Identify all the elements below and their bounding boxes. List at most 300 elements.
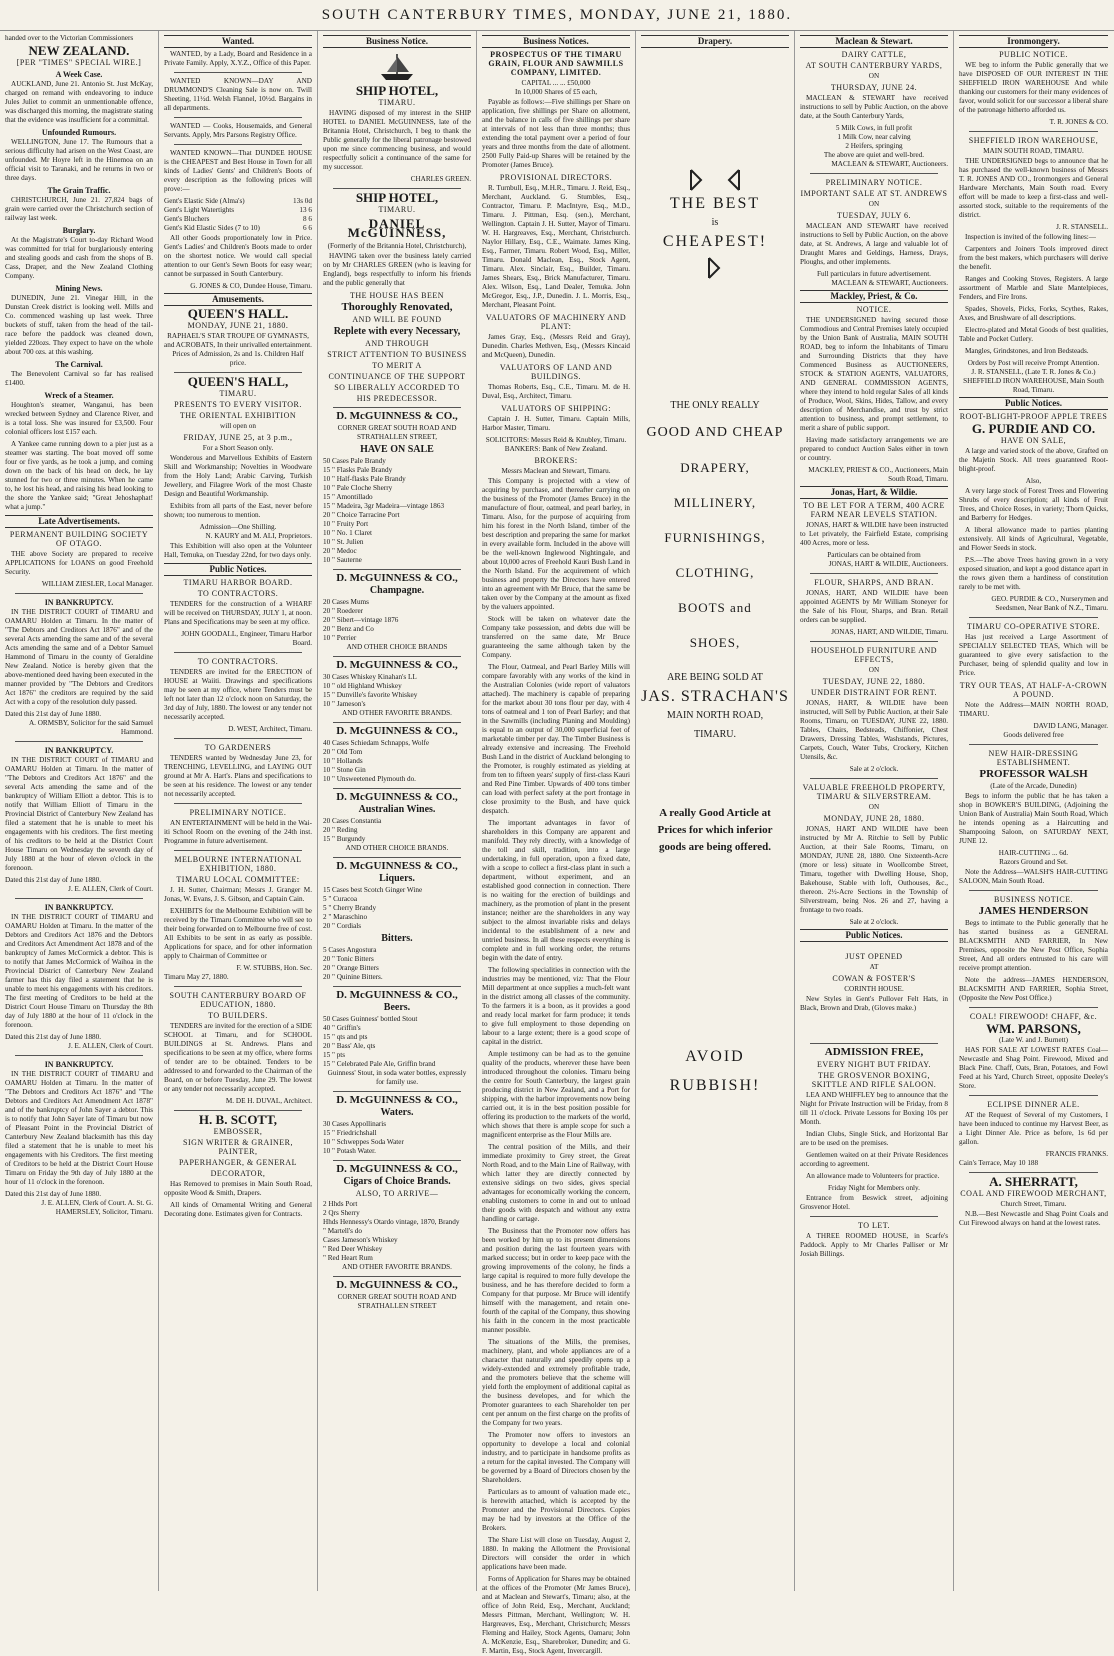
ad-title: QUEEN'S HALL, (187, 374, 289, 389)
ship-icon (377, 52, 417, 82)
ad-text: Sale at 2 o'clock. (849, 765, 899, 773)
ad-title: PERMANENT BUILDING SOCIETY OF OTAGO. (9, 530, 149, 548)
stock-list (323, 946, 471, 982)
divider (333, 188, 461, 189)
divider (174, 986, 302, 987)
divider (969, 1007, 1098, 1008)
stock-item: 15 " Madeira, 3gr Madeira—vintage 1863 (323, 502, 445, 510)
stock-item: 2 Qrs Sherry (323, 1209, 360, 1217)
ad-text: HAVING taken over the business lately carried on by Mr CHARLES GREEN (who is leaving for England), begs respectfully to inform his friends and the public generally that (323, 252, 471, 287)
ad-title: FLOUR, SHARPS, AND BRAN. (814, 578, 934, 587)
ad-list-item: Electro-plated and Metal Goods of best qualities, Table and Pocket Cutlery. (959, 326, 1108, 343)
divider (810, 641, 938, 642)
news-text: A Yankee came running down to a pier just as a steamer was starting. The boat moved off some four or five yards, as he took a jump, and coming down on the back of his head on deck, he lay stunned for two or three minutes. When he came to, he lost his head, and raising his head looking to the shore the Yankee said; "Great Jehoshaphat! what a jump." (5, 440, 153, 511)
ad-text: AN ENTERTAINMENT will be held in the Wai-iti School Room on the evening of the 24th inst. Programme in future advertisement. (164, 819, 312, 845)
price-value: 6 6 (303, 224, 312, 232)
stock-item: 10 " Stone Gin (323, 766, 366, 774)
stock-tail: AND OTHER CHOICE BRANDS (346, 643, 448, 651)
ad-date: MONDAY, JUNE 28, 1880. (823, 814, 925, 823)
stock-item: 15 " Flasks Pale Brandy (323, 466, 393, 474)
ad-subtitle: UNDER DISTRAINT FOR RENT. (811, 688, 937, 697)
ad-signature: MACLEAN & STEWART, Auctioneers. (831, 279, 948, 287)
stock-title: Cigars of Choice Brands. (343, 1176, 451, 1187)
stock-tail: AND OTHER FAVORITE BRANDS. (342, 1263, 452, 1271)
divider (174, 372, 302, 373)
ad-title: NOTICE. (856, 305, 892, 314)
ad-text: JONAS, HART, AND WILDIE have been appointed AGENTS by Mr William Stoneyer for the Sale of his Flour, Sharps, and Bran. Retail orders can be supplied. (800, 589, 948, 624)
ad-text: All kinds of Ornamental Writing and General Decorating done. Estimates given for Contracts. (164, 1201, 312, 1218)
ad-place: TIMARU. (378, 98, 416, 107)
ad-text: TENDERS are invited for the ERECTION of HOUSE at Waiiti. Drawings and specifications may be seen at my office, where Tenders must be left not later than 12 o'clock noon on Saturday, the 3rd day of July, 1880. The lowest or any tender not necessarily accepted. (164, 668, 312, 721)
ad-text: JONAS, HART AND WILDIE have been instructed by Mr A. Ritchie to Sell by Public Auction, at their Sale Rooms, Timaru, on MONDAY, JUNE 28, 1880. One Sixteenth-Acre (more or less) situate in Woollcombe Street, Timaru, together with Dwelling House, Shop, Bakehouse, Stable with loft, Outhouses, &c., thereon. 2½-Acre Sections in the Township of Silverstream, being Nos. 26 and 27, having a frontage to two roads. (800, 825, 948, 914)
stock-item: 15 " qts and pts (323, 1033, 368, 1041)
drapery-text: is (711, 217, 719, 228)
ad-title: H. B. SCOTT, (198, 1112, 278, 1127)
ad-title: TIMARU CO-OPERATIVE STORE. (966, 622, 1101, 631)
ad-date: Dated this 21st day of June 1880. (5, 876, 102, 884)
stock-item: 40 Cases Schiedam Schnapps, Wolfe (323, 739, 430, 747)
ad-text: New Styles in Gent's Pullover Felt Hats, in Black, Brown and Drab, (Gloves make.) (800, 995, 948, 1012)
stock-item: 5 Cases Angostura (323, 946, 377, 954)
ad-text: AND WILL BE FOUND (352, 315, 442, 324)
section-header: Business Notice. (323, 35, 471, 48)
drapery-line: MILLINERY, (673, 495, 757, 510)
column-business-notice (318, 31, 477, 1591)
ad-text: HAS FOR SALE AT LOWEST RATES Coal—Newcastle and Shag Point. Firewood, Mixed and Black Pine. Chaff, Oats, Bran, Potatoes, and Fowl Feed at his Yard, Church Street, opposite Deeley's Store. (959, 1046, 1108, 1090)
stock-title: HAVE ON SALE (360, 444, 434, 455)
stock-item: 10 " No. 1 Claret (323, 529, 373, 537)
stock-title: Waters. (380, 1107, 414, 1118)
prospectus-text: Thomas Roberts, Esq., C.E., Timaru. M. de H. Duval, Esq., Architect, Timaru. (482, 383, 630, 400)
column-auctioneers (795, 31, 954, 1591)
ad-title: WM. PARSONS, (986, 1021, 1081, 1036)
ad-text: Full particulars in future advertisement. (817, 270, 931, 278)
news-heading: A Week Case. (55, 70, 103, 79)
ad-subtitle: TRY OUR TEAS, AT HALF-A-CROWN A POUND. (959, 681, 1108, 699)
column-prospectus (477, 31, 636, 1655)
price-value: 13 6 (299, 206, 312, 214)
ad-signature: A. ORMSBY, Solicitor for the said Samuel Hammond. (28, 719, 153, 736)
price-label: Gent's Kid Elastic Sides (7 to 10) (164, 224, 260, 232)
news-text: At the Magistrate's Court to-day Richard Wood was committed for trial for burglariously entering and stealing goods and cash from the shops of B. Cass, Draper, and the New Zealand Clothing Company. (5, 236, 153, 280)
stock-item: 10 " Unsweetened Plymouth do. (323, 775, 416, 783)
stock-item: " Red Deer Whiskey (323, 1245, 383, 1253)
ad-signature: G. JONES & CO, Dundee House, Timaru. (190, 282, 312, 290)
drapery-text: Prices for which inferior (657, 824, 773, 836)
divider (969, 1095, 1098, 1096)
divider (174, 1110, 302, 1111)
ornament-icon (641, 256, 789, 281)
ad-subtitle: IMPORTANT SALE AT ST. ANDREWS (800, 189, 948, 198)
ad-text: Gentlemen waited on at their Private Residences according to agreement. (800, 1151, 948, 1168)
ad-title: IN BANKRUPTCY. (44, 746, 114, 755)
ad-title: TO LET. (857, 1221, 891, 1230)
ad-date: THURSDAY, JUNE 24. (830, 83, 918, 92)
price-value: 13s 0d (293, 197, 312, 205)
ad-text: Entrance from Beswick street, adjoining Grosvenor Hotel. (800, 1194, 948, 1211)
ad-list-item: 2 Heifers, springing (845, 142, 903, 150)
drapery-text: goods are being offered. (658, 841, 772, 853)
ad-place: TIMARU. (219, 389, 257, 398)
ad-date: Timaru May 27, 1880. (164, 973, 229, 981)
drapery-store-name: JAS. STRACHAN'S (641, 688, 789, 705)
ornament-icon (641, 168, 789, 193)
ad-title: PROFESSOR WALSH (979, 768, 1088, 780)
stock-item: 20 " Reding (323, 826, 358, 834)
stock-item: 20 " Choice Tarracine Port (323, 511, 400, 519)
stock-item: 10 " St. Julien (323, 538, 364, 546)
ad-subtitle: TO BUILDERS. (208, 1011, 268, 1020)
ad-text: TENDERS are invited for the erection of a SIDE SCHOOL at Timaru, and for SCHOOL BUILDINGS at St. Andrews. Plans and specifications to be seen at my office, where forms of tender are to be obtained. Tenders to be addressed to and forwarded to the Chairman of the Board, on or before Tuesday, June 29. The lowest or any tender not necessarily accepted. (164, 1022, 312, 1093)
ad-signature: GEO. PURDIE & CO., Nurserymen and Seedsmen, Near Bank of N.Z., Timaru. (991, 595, 1108, 612)
news-heading: The Carnival. (55, 360, 103, 369)
stock-item: 15 " Friedrichshall (323, 1129, 377, 1137)
lead-text: handed over to the Victorian Commissioners (5, 34, 134, 42)
prospectus-text: The important advantages in favor of shareholders in this Company are apparent and manifold. They rely directly, with a knowledge of the toll and skill, tradition, into a large undertaking, in full operation, upon a fixed date, with a scope to collect a first-class plant in such a department, without experiment, and an established good connection in connection. There is no waiting for the erection of buildings and machinery, as the promotion of plant in the present instance; neither are the shareholders in any way subject to the almost invariable risks and delays incidental to the establishment of a new and untried business. In all these respects everything is complete and in full working order, the returns begin with the date of entry. (482, 819, 630, 962)
ad-text: IN THE DISTRICT COURT of TIMARU and OAMARU Holden at Timaru. In the matter of the Debtors and Creditors Act 1876 and the Debtors and Creditors Act Amendment Act 1878 and of the bankruptcy of James McCormick a debtor. This is to notify that James McCormick of Waihoa in the Provincial District of Canterbury New Zealand farmer has this day filed a statement that he is unable to meet his engagements with his creditors. The first meeting of Creditors to be held at the District Court House Timaru on Thursday the 8th day of July 1880 at the hour of 11 o'clock in the forenoon. (5, 913, 153, 1029)
stock-item: Cases Jameson's Whiskey (323, 1236, 398, 1244)
stock-item: 20 Cases Mums (323, 598, 369, 606)
section-header: Mackley, Priest, & Co. (800, 290, 948, 303)
stock-list (323, 886, 471, 931)
ad-subtitle: (Late of the Arcade, Dunedin) (990, 782, 1077, 790)
prospectus-heading: PROVISIONAL DIRECTORS. (499, 173, 613, 182)
ad-title: TIMARU HARBOR BOARD. (183, 578, 293, 587)
ad-signature: M. DE H. DUVAL, Architect. (225, 1097, 312, 1105)
ad-text: will open on (220, 422, 256, 430)
ad-text: TENDERS wanted by Wednesday June 23, for TRENCHING, LEVELLING, and LAYING OUT ground at Mr A. Hart's. Plans and specifications to be seen at his residence. The lowest or any tender not necessarily accepted. (164, 754, 312, 798)
ad-text: Inspection is invited of the following lines:— (965, 233, 1096, 241)
ad-text: Note the address—JAMES HENDERSON, BLACKSMITH AND FARRIER, Sophia Street, (Opposite the New Post Office.) (959, 976, 1108, 1002)
ad-date: FRIDAY, JUNE 25, at 3 p.m., (183, 433, 293, 442)
drapery-text: THE ONLY REALLY (670, 400, 760, 411)
ad-text: IN THE DISTRICT COURT of TIMARU and OAMARU Holden at Timaru. In the matter of "The Debtors and Creditors Act 1876" and of the several Acts amending the same and of the several Acts amending the same and of a Debtor Samuel Hammond of Timaru in the county of Geraldine New Zealand. Notice is hereby given that the above-mentioned deed having been executed in the manner provided by "The Debtors and Creditors Act 1876" the creditors are required by the said Act with a copy of the resolution duly passed. (5, 608, 153, 706)
stock-item: " Red Heart Rum (323, 1254, 373, 1262)
stock-list (323, 739, 471, 784)
ad-text: JONAS, HART & WILDIE have been instructed to Let privately, the Fairfield Estate, comprising 400 Acres, more or less. (800, 521, 948, 547)
ad-title: A. SHERRATT, (989, 1174, 1078, 1189)
ad-title: NEW HAIR-DRESSING ESTABLISHMENT. (988, 749, 1079, 767)
ad-text: CONTINUANCE OF THE SUPPORT (328, 372, 466, 381)
divider (810, 1043, 938, 1044)
prospectus-heading: BROKERS: (534, 456, 578, 465)
divider (15, 898, 143, 899)
news-text: The Benevolent Carnival so far has realised £1400. (5, 370, 153, 387)
prospectus-text: This Company is projected with a view of acquiring by purchase, and thereafter carrying on the business of the Promoter (James Bruce) in the manufacture of flour, oatmeal, and pearl barley, in Timaru. Also, for the purpose of acquiring from him his forest in the North Island, timber of the best description and preparing the same for market in every available form. Included in the above will be the well-known Inglewood Nightingale, and about 10,000 acres of Freehold Kauri Bush Land in the North Island. For the acquirement of which business and property the Directors have entered into an agreement with Mr Bruce, that the same be taken over by the Company at the amount as fixed by the valuers appointed. (482, 477, 630, 611)
ad-date: Cain's Terrace, May 10 188 (959, 1159, 1039, 1167)
ad-text: Church Street, Timaru. (1000, 1200, 1067, 1208)
ad-subtitle: (Formerly of the Britannia Hotel, Christchurch), (327, 242, 467, 250)
ad-title: PUBLIC NOTICE. (999, 50, 1068, 59)
firm-name: D. McGUINNESS & CO., (336, 1279, 458, 1291)
news-text: DUNEDIN, June 21. Vinegar Hill, in the Dunstan Creek district is looking well. Mills and Co. commenced washing up last week. Three buckets of stuff, taken from the head of the tail-race before the paddock was cleaned down, yielded 220ozs. They expect to have on the whole about 700 ozs. at this washing. (5, 294, 153, 356)
ad-title: QUEEN'S HALL. (187, 306, 289, 321)
ad-text: THE HOUSE HAS BEEN (349, 291, 445, 300)
ad-subtitle: TIMARU LOCAL COMMITTEE: (176, 875, 300, 884)
firm-name: D. McGUINNESS & CO., (336, 989, 458, 1001)
masthead: SOUTH CANTERBURY TIMES, MONDAY, JUNE 21, 1880. (0, 0, 1114, 31)
ad-text: The above are quiet and well-bred. (823, 151, 925, 159)
ad-text: Prices of Admission, 2s and 1s. Children Half price. (172, 350, 304, 367)
stock-item: 2 " Maraschino (323, 913, 368, 921)
ad-place: TIMARU. (378, 205, 416, 214)
divider (174, 850, 302, 851)
divider (333, 656, 461, 657)
prospectus-text: R. Turnbull, Esq., M.H.R., Timaru. J. Reid, Esq., Merchant, Auckland. G. Stumbles, Esq., Contractor, Timaru. P. MacIntyre, Esq., M.D., Timaru. J. Pittman, Esq. (sen.), Merchant, Wellington. Captain J. H. Sutter, Mayor of Timaru. W. H. Hargreaves, Esq., Merchant, Christchurch. Naylor Hillary, Esq., C.E., Waimate. James King, Esq., Farmer, Timaru. Robert Wood, Esq., Miller, Timaru. Donald Maclean, Esq., Stock Agent, Timaru. Alex. Sinclair, Esq., Builder, Timaru. James Shears, Esq., Brick Manufacturer, Timaru. Alex. Wilson, Esq., Land Dealer, Temuka. John McGregor, Esq., J.P., Dunedin. J. L. Morris, Esq., Merchant, Pleasant Point. (482, 184, 630, 309)
stock-item: 5 " Curacoa (323, 895, 358, 903)
ad-title: IN BANKRUPTCY. (44, 598, 114, 607)
price-row (164, 197, 312, 206)
prospectus-text: BANKERS: Bank of New Zealand. (504, 445, 608, 453)
section-header: Late Advertisements. (5, 515, 153, 528)
divider (174, 117, 302, 118)
prospectus-text: Stock will be taken on whatever date the Company take possession, and debts due will be transferred on the same date, Mr Bruce guaranteeing the same although taken by the Company. (482, 615, 630, 659)
divider (174, 72, 302, 73)
prospectus-text: Captain J. H. Sutter, Timaru. Captain Mills, Harbor Master, Timaru. (482, 415, 630, 432)
ad-text: DECORATOR, (210, 1169, 266, 1178)
stock-item: 20 " Bass' Ale, qts (323, 1042, 376, 1050)
stock-title: Bitters. (381, 933, 413, 944)
stock-item: 50 Cases Pale Brandy (323, 457, 386, 465)
ad-signature: N. KAURY and M. ALI, Proprietors. (205, 532, 312, 540)
prospectus-text: Forms of Application for Shares may be obtained at the offices of the Promoter (Mr James Bruce), and at Maclean and Stewart's, Timaru; also, at the office of John Reid, Esq., Merchant, Auckland; Messrs Pittman, Merchant, Wellington; W. H. Hargreaves, Esq., Merchant, Christchurch; Messrs Fleming and Hailey, Stock Agents, Oamaru; John A. McKenzie, Esq., Sharebroker, Dunedin; and G. F. Martin, Esq., Stock Agent, Invercargill. (482, 1575, 630, 1655)
news-text: AUCKLAND, June 21. Antonio St. Just McKay, charged on remand with endeavoring to induce Jules Juliet to commit an unmentionable offence, was discharged this morning, the magistrate stating that the evidence was insufficient for a committal. (5, 80, 153, 124)
ad-date: TUESDAY, JULY 6. (836, 211, 912, 220)
ad-list-item: Spades, Shovels, Picks, Forks, Scythes, Rakes, Axes, and Brushware of all descriptions. (959, 305, 1108, 322)
ad-text: Razors Ground and Set. (999, 858, 1068, 866)
ad-signature: J. R. STANSELL. (1056, 223, 1108, 231)
ad-text: Also, (1025, 477, 1042, 485)
divider (333, 1276, 461, 1277)
prospectus-text: Ample testimony can be had as to the genuine quality of the products, wherever these have been introduced throughout the colonies. Timaru being the centre for South Canterbury, the largest grain producing district in New Zealand, and a Port for shipping, with the harbor improvements now being carried out, it is in the best position possible for offering its production to the markets of the world, which shows that there is ample scope for such a magnificent enterprise as the Flour Mills are. (482, 1050, 630, 1139)
divider (174, 803, 302, 804)
drapery-text: ARE BEING SOLD AT (667, 672, 763, 683)
ad-text: Replete with every Necessary, (333, 326, 461, 337)
ad-text: ON (868, 200, 880, 208)
ad-text: Indian Clubs, Single Stick, and Horizontal Bar are to be used on the premises. (800, 1130, 948, 1147)
column-wanted (159, 31, 318, 1591)
drapery-headline: AVOID (685, 1048, 745, 1065)
column-ironmongery (954, 31, 1113, 1591)
prospectus-title: PROSPECTUS OF THE TIMARU GRAIN, FLOUR AND SAWMILLS COMPANY, LIMITED. (488, 50, 624, 77)
price-row (164, 215, 312, 224)
drapery-line: DRAPERY, (680, 460, 750, 475)
stock-item: 40 " Griffin's (323, 1024, 361, 1032)
news-text: Houghton's steamer, Wanganui, has been wrecked between Sydney and Clarence River, and is a total loss. She was insured for £3,500. Four colonial officers lost £157 each. (5, 401, 153, 436)
prospectus-capital: CAPITAL ... ... £50,000 (521, 79, 591, 87)
ad-text: IN THE DISTRICT COURT of TIMARU and OAMARU Holden at Timaru. In the matter of "The Debtors and Creditors Act 1876" and the several Acts amending the same and of the bankruptcy of William Elliott a debtor. This is to notify that William Elliott of Timaru in the Provincial District of Canterbury New Zealand has filed a statement that he is unable to meet his engagements with his creditors. The first meeting of his creditors to be held at the District Court House Timaru on Wednesday the seventh day of July 1880 at the hour of eleven o'clock in the forenoon. (5, 756, 153, 872)
prospectus-text: SOLICITORS: Messrs Reid & Knubley, Timaru. (485, 436, 627, 444)
ad-signature: J. R. STANSELL, (Late T. R. Jones & Co.) SHEFFIELD IRON WAREHOUSE, Main South Road, Timaru. (963, 368, 1104, 394)
stock-item: 20 " Cordials (323, 922, 362, 930)
drapery-headline: RUBBISH! (669, 1077, 761, 1094)
ad-text: An allowance made to Volunteers for practice. (806, 1172, 940, 1180)
ad-title: HOUSEHOLD FURNITURE AND EFFECTS, (810, 646, 938, 664)
ad-title: PRELIMINARY NOTICE. (189, 808, 287, 817)
price-label: Gent's Elastic Side (Alma's) (164, 197, 245, 205)
stock-item: 10 " Perrier (323, 634, 357, 642)
ad-text: A liberal allowance made to parties planting extensively. All kinds of Agricultural, Vegetable, and Flower Seeds in stock. (959, 526, 1108, 552)
ad-title: DANIEL McGUINNESS, (347, 216, 447, 240)
divider (969, 890, 1098, 891)
stock-item: 20 " Quinine Bitters. (323, 973, 383, 981)
divider (810, 573, 938, 574)
divider (333, 986, 461, 987)
ad-text: LEA AND WHIFFLEY beg to announce that the Night for Private Instruction will be Friday, from 8 till 11 o'clock. Private Lessons for Boxing 10s per Month. (800, 1091, 948, 1126)
stock-item: 5 " Cherry Brandy (323, 904, 377, 912)
stock-title: Beers. (383, 1002, 411, 1013)
price-label: Gent's Light Watertights (164, 206, 235, 214)
ad-title: IN BANKRUPTCY. (44, 903, 114, 912)
stock-item: 30 Cases Appollinaris (323, 1120, 387, 1128)
ad-text: WE beg to inform the Public generally that we have DISPOSED OF OUR INTEREST IN THE SHEFFIELD IRON WAREHOUSE And while thanking our customers for their many evidences of favor, would solicit for our successor a liberal share of the patronage hitherto afforded us. (959, 61, 1108, 114)
firm-name: D. McGUINNESS & CO., (336, 572, 458, 584)
price-value: 8 6 (303, 215, 312, 223)
ad-text: ON (868, 803, 880, 811)
divider (333, 857, 461, 858)
ad-subtitle: HAVE ON SALE, (1000, 436, 1067, 445)
stock-item: 20 Cases Constantia (323, 817, 382, 825)
ad-date: TUESDAY, JUNE 22, 1880. (822, 677, 926, 686)
section-header: Business Notices. (482, 35, 630, 48)
ad-text: EXHIBITS for the Melbourne Exhibition will be received by the Timaru Committee who will see to their being forwarded on to Melbourne free of cost. All Exhibits to be sent in as early as possible. Applications for space, and for other information apply to Chairman of Committee or (164, 907, 312, 960)
ad-text: Wonderous and Marvellous Exhibits of Eastern Skill and Workmanship; Novelties in Woodware from the Holy Land; Arabic Carving, Turkish Jewellery, and Filagree Work of the most Chaste Design and Beautiful Workmanship. (164, 454, 312, 498)
ad-subtitle: TO CONTRACTORS. (197, 589, 279, 598)
section-header: Public Notices. (959, 397, 1108, 410)
ad-text: A very large stock of Forest Trees and Flowering Shrubs of every description; all kinds of Fruit Trees, and Choice Roses, in variety; Thorn Quicks, and Barberry for Hedges. (959, 487, 1108, 522)
divider (333, 722, 461, 723)
ad-text: N.B.—Best Newcastle and Shag Point Coals and Cut Firewood always on hand at the lowest rates. (959, 1210, 1108, 1227)
ad-text: Begs to intimate to the Public generally that he has started business as a GENERAL BLACKSMITH AND FARRIER, In New Premises, opposite the New Post Office, Sophia Street, And all orders entrusted to his care will receive prompt attention. (959, 919, 1108, 972)
prospectus-text: The following specialities in connection with the industries may be mentioned, viz: That the Flour Mill department at once supplies a much-felt want in the district among all classes of the community. To the farmers it is a boon, as it provides a good and ready local market for farm produce; it tends to give full employment to those depending on labour to a large extent; there is a good scope of capital in the district. (482, 966, 630, 1046)
ornament-icon (705, 256, 725, 280)
ad-subtitle: AT SOUTH CANTERBURY YARDS, (805, 61, 943, 70)
divider (969, 131, 1098, 132)
ad-text: EMBOSSER, (213, 1127, 263, 1136)
stock-item: 20 " Sibert—vintage 1876 (323, 616, 399, 624)
stock-list (323, 1120, 471, 1156)
ad-subtitle: MAIN SOUTH ROAD, TIMARU. (983, 147, 1084, 155)
stock-tail: AND OTHER CHOICE BRANDS. (345, 844, 449, 852)
drapery-line: BOOTS and (678, 600, 752, 615)
divider (333, 1160, 461, 1161)
ad-title: ROOT-BLIGHT-PROOF APPLE TREES (959, 412, 1108, 421)
ad-text: PRESENTS TO EVERY VISITOR. (174, 400, 302, 409)
ad-title: BUSINESS NOTICE. (993, 895, 1074, 904)
ad-title: VALUABLE FREEHOLD PROPERTY, TIMARU & SILVERSTREAM. (802, 783, 946, 801)
stock-item: 10 " Potash Water. (323, 1147, 376, 1155)
stock-item: 10 " Sauterne (323, 556, 362, 564)
ad-signature: CHARLES GREEN. (410, 175, 471, 183)
ad-subtitle: EVERY NIGHT BUT FRIDAY. (816, 1060, 932, 1069)
ad-list-item: 5 Milk Cows, in full profit (835, 124, 913, 132)
stock-item: 15 " Burgundy (323, 835, 366, 843)
divider (333, 407, 461, 408)
drapery-headline: THE BEST (669, 195, 761, 212)
divider (174, 652, 302, 653)
ad-signature: JONAS, HART & WILDIE, Auctioneers. (828, 560, 948, 568)
ad-title: G. PURDIE AND CO. (971, 421, 1096, 436)
ad-text: Exhibits from all parts of the East, never before shown; too numerous to mention. (164, 502, 312, 519)
stock-item: 20 " Orange Bitters (323, 964, 379, 972)
ad-text: MACLEAN AND STEWART have received instructions to Sell by Public Auction, on the above date, at St. Andrews, A large and valuable lot of Draught Mares and Geldings, Harness, Drays, Ploughs, and other implements. (800, 222, 948, 266)
ad-text: Admission—One Shilling. (199, 523, 277, 531)
divider (333, 788, 461, 789)
divider (969, 1172, 1098, 1173)
ad-title: JAMES HENDERSON (978, 905, 1089, 917)
section-header: Public Notices. (164, 563, 312, 576)
firm-name: D. McGUINNESS & CO., (336, 725, 458, 737)
drapery-line: FURNISHINGS, (664, 530, 766, 545)
prospectus-text: The Business that the Promoter now offers has been worked by him up to its present dimensions and position during the last fourteen years with marked success; but in order to keep pace with the growing improvements of the colony, he finds a large capital is required to more fully develope the business, and he has therefore decided to form a Company for that purpose. Mr Bruce will identify himself with the management, and retain one-fourth of the capital of the Company, thus showing his faith in the concern in the most practicable manner possible. (482, 1227, 630, 1334)
ad-text: A THREE ROOMED HOUSE, in Scarfe's Paddock. Apply to Mr Charles Palliser or Mr Josiah Billings. (800, 1232, 948, 1258)
stock-title: Australian Wines. (358, 804, 436, 815)
ad-title: IN BANKRUPTCY. (44, 1060, 114, 1069)
ad-title: JUST OPENED (845, 952, 903, 961)
column-drapery (636, 31, 795, 1591)
ad-list-item: Mangles, Grindstones, and Iron Bedsteads. (965, 347, 1089, 355)
stock-item: 15 " pts (323, 1051, 346, 1059)
drapery-text: MAIN NORTH ROAD, (666, 710, 764, 721)
prospectus-heading: VALUATORS OF LAND AND BUILDINGS. (499, 363, 613, 381)
drapery-headline: CHEAPEST! (662, 233, 768, 250)
divider (15, 593, 143, 594)
section-header: Public Notices. (800, 929, 948, 942)
ad-text: A large and varied stock of the above, Grafted on the Majetin Stock. All trees guaranteed Root-blight-proof. (959, 447, 1108, 473)
ad-signature: MACKLEY, PRIEST & CO., Auctioneers, Main South Road, Timaru. (808, 466, 948, 483)
prospectus-text: The Promoter now offers to investors an opportunity to develope a local and colonial industry, and to participate in handsome profits as a return for the capital invested. The Company will be governed by a Board of Directors chosen by the Shareholders. (482, 1431, 630, 1484)
ad-list-item: 1 Milk Cow, near calving (837, 133, 911, 141)
ad-text: P.S.—The above Trees having grown in a very exposed situation, and kept a good distance apart in the rows given them a hardiness of constitution rarely to be met with. (959, 556, 1108, 591)
ad-title: MELBOURNE INTERNATIONAL EXHIBITION, 1880. (174, 855, 302, 873)
ad-text: HAVING disposed of my interest in the SHIP HOTEL to DANIEL McGUINNESS, late of the Britannia Hotel, Christchurch, I beg to thank the Public generally for the liberal patronage bestowed upon me since commencing business, and would respectfully solicit a continuance of the same for my successor. (323, 109, 471, 171)
ad-title: TO CONTRACTORS. (197, 657, 279, 666)
ad-signature: J. E. ALLEN, Clerk of Court. A. St. G. HAMERSLEY, Solicitor, Timaru. (41, 1199, 153, 1216)
stock-item: " Martell's do (323, 1227, 362, 1235)
ad-text: THE ORIENTAL EXHIBITION (179, 411, 297, 420)
stock-list (323, 598, 471, 643)
firm-name: D. McGUINNESS & CO., (336, 791, 458, 803)
stock-title: Champagne. (369, 585, 425, 596)
ad-text: WANTED KNOWN—That DUNDEE HOUSE is the CHEAPEST and Best House in Town for all kinds of Ladies' Gents' and Children's Boots of every description as the following prices will prove:— (164, 149, 312, 193)
ad-text: Has just received a Large Assortment of SPECIALLY SELECTED TEAS, Which will be guaranteed to give every satisfaction to the Purchaser, being of splendid quality and low in Price. (959, 633, 1108, 677)
ad-text: WANTED KNOWN—DAY AND DRUMMOND'S Cleaning Sale is now on. Twill Sheeting, 11½d. Welsh Flannel, 10½d. Bargains in all departments. (164, 77, 312, 112)
ad-list-item: Carpenters and Joiners Tools improved direct from the best makers, which purchasers will derive the benefit. (959, 245, 1108, 271)
stock-tail: AND OTHER FAVORITE BRANDS. (342, 709, 452, 717)
divider (969, 744, 1098, 745)
ad-title: ECLIPSE DINNER ALE. (987, 1100, 1080, 1109)
prospectus-text: The central position of the Mills, and their immediate proximity to Grey street, the Great North Road, and to the Main Line of Railway, with which latter they are directly connected by extensive sidings on two sides, gives special advantages for economically working the concern, enabling customers to come in and out to unload their goods with despatch and without any extra handling or cartage. (482, 1143, 630, 1223)
prospectus-text: The Share List will close on Tuesday, August 2, 1880. In making the Allotment the Provisional Directors will consider the order in which applications have been made. (482, 1536, 630, 1571)
news-heading: The Grain Traffic. (47, 186, 111, 195)
ad-text: AT (869, 963, 879, 971)
ad-text: MACLEAN & STEWART have received instructions to sell by Public Auction, on the above date, at the South Canterbury Yards, (800, 94, 948, 120)
ad-signature: J. E. ALLEN, Clerk of Court. (68, 1042, 153, 1050)
ad-text: RAPHAEL'S STAR TROUPE OF GYMNASTS, and ACROBATS, In their unrivalled entertainment. (164, 332, 312, 349)
stock-item: 15 " Celebrated Pale Ale, Griffin brand (323, 1060, 436, 1068)
ad-signature: T. R. JONES & CO. (1049, 118, 1108, 126)
stock-tail: Guinness' Stout, in soda water bottles, expressly for family use. (327, 1069, 467, 1086)
ad-text: Having made satisfactory arrangements we are prepared to conduct Auction Sales either in town or country. (800, 436, 948, 462)
ad-title: SOUTH CANTERBURY BOARD OF EDUCATION, 1880. (169, 991, 307, 1009)
ad-text: HIS PREDECESSOR. (356, 394, 438, 403)
ad-text: ON (868, 72, 880, 80)
section-header: Ironmongery. (959, 35, 1108, 48)
stock-item: 10 " Pale Cloche Sherry (323, 484, 393, 492)
ad-date: Dated this 21st day of June 1880. (5, 1033, 102, 1041)
ship-icon (323, 52, 471, 83)
ad-title: DAIRY CATTLE, (841, 50, 907, 59)
